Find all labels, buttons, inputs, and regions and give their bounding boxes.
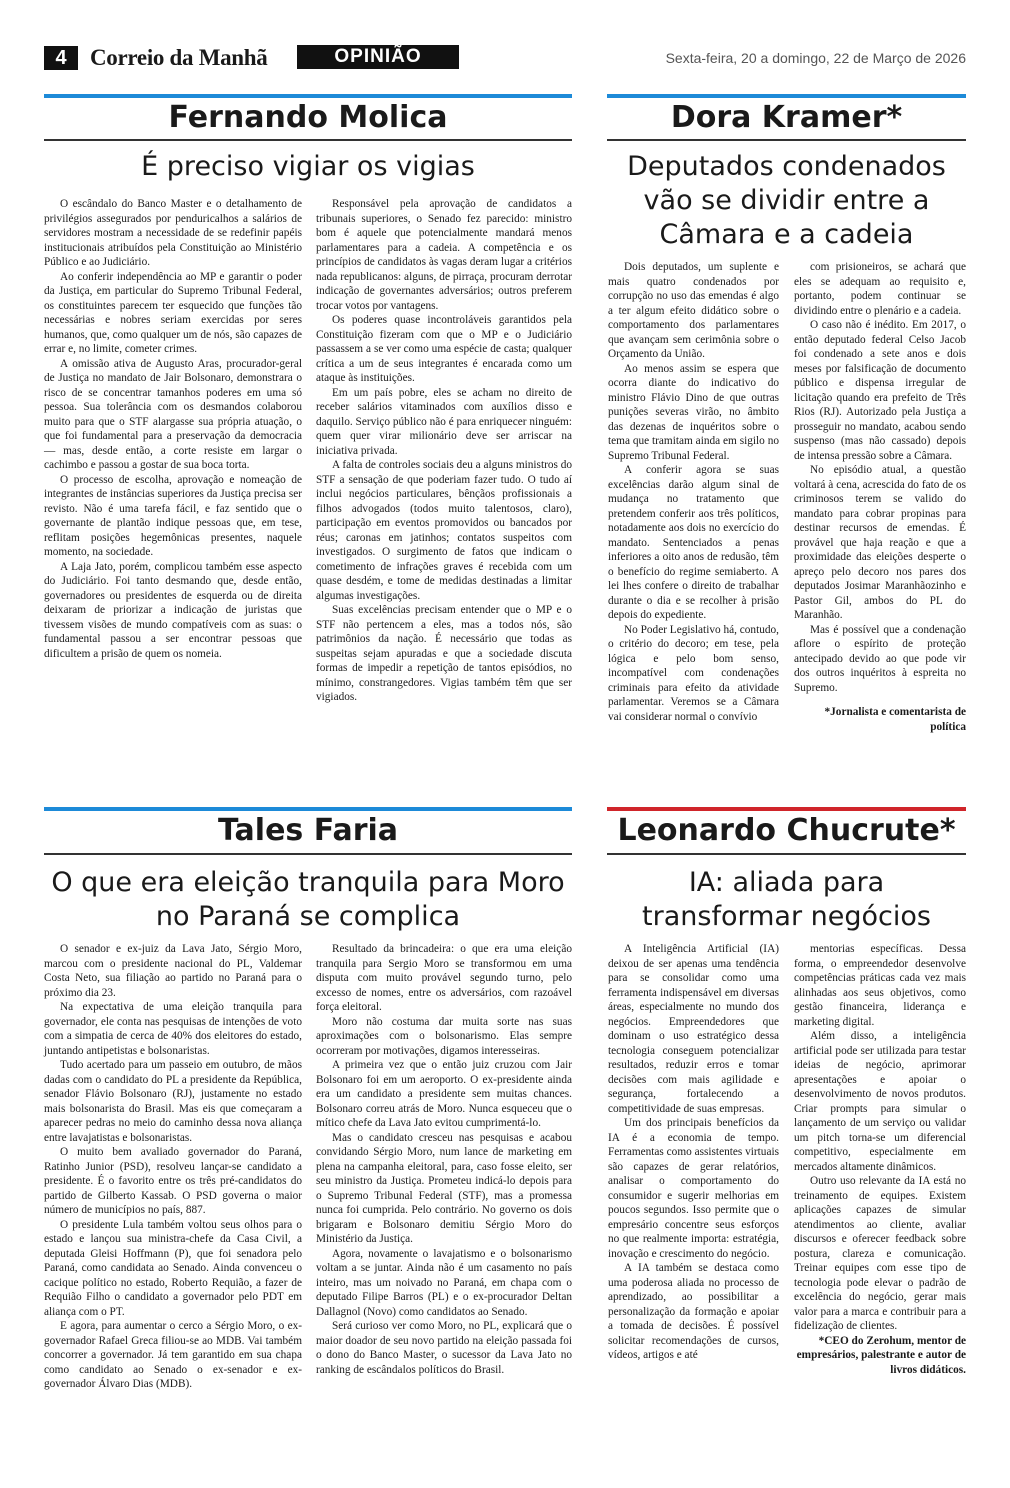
article-column [608, 942, 779, 1363]
author-name: Tales Faria [217, 813, 399, 848]
paragraph: O muito bem avaliado governador do Paraná, Ratinho Junior (PSD), resolveu lançar-se candidato a presidente. É o favorito entre os três pré-candidatos do partido de Gilberto Kassab. O PSD governa o maior número de municípios no país, 887. [44, 1146, 302, 1216]
page-header [44, 44, 966, 70]
paragraph: com prisioneiros, se achará que eles se adequam ao requisito e, portanto, podem continuar se dividindo entre o plenário e a cadeia. [794, 261, 966, 317]
paragraph: Outro uso relevante da IA está no treinamento de equipes. Existem aplicações capazes de simular atendimentos ao cliente, avaliar discursos e oferecer feedback sobre postura, clareza e comunicação. Treinar equipes com esse tipo de tecnologia pode elevar o padrão de excelência do negócio, gerar mais valor para a marca e contribuir para a fidelização de clientes. [794, 1175, 966, 1332]
article-column [794, 942, 966, 1377]
paragraph: Um dos principais benefícios da IA é a economia de tempo. Ferramentas como assistentes virtuais são capazes de gerar relatórios, analisar o comportamento do consumidor e sugerir melhorias em poucos segundos. Isso permite que o empresário concentre seus esforços no que realmente importa: estratégia, inovação e crescimento do negócio. [608, 1117, 779, 1260]
paragraph: Tudo acertado para um passeio em outubro, de mãos dadas com o candidato do PL a presidente da República, senador Flávio Bolsonaro (RJ), justamente no estado mais bolsonarista do Brasil. Mas eis que começaram a aparecer pedras no meio do caminho dessa nova aliança entre lavajatistas e bolsonaristas. [44, 1059, 302, 1144]
paragraph: Mas é possível que a condenação aflore o espírito de proteção antecipado devido ao que pode vir dos outros inquéritos à espreita no Supremo. [794, 623, 966, 694]
page-number: 4 [44, 46, 78, 70]
author-bar [607, 94, 966, 98]
paragraph: O escândalo do Banco Master e o detalhamento de privilégios assegurados por penduricalhos a salários de servidores mostram a necessidade de se redefinir papéis institucionais atribuídos pela Constituição ao Ministério Público e ao Judiciário. [44, 198, 302, 268]
article-column [794, 260, 966, 734]
article-headline: Deputados condenados vão se dividir entre a Câmara e a cadeia [627, 151, 946, 250]
paragraph: A omissão ativa de Augusto Aras, procurador-geral de Justiça no mandato de Jair Bolsonaro, demonstrara o risco de se concentrar tamanhos poderes em uma só pessoa. Sua tolerância com os desmandos colaborou muito para que o STF alargasse sua própria atuação, o que foi fundamental para a preservação da democracia — mas, desde então, a corte resiste em largar o cachimbo e passou a gostar de sua boca torta. [44, 357, 302, 471]
author-bar [44, 807, 572, 811]
article-column [44, 197, 302, 661]
paragraph: O presidente Lula também voltou seus olhos para o estado e lançou sua ministra-chefe da Casa Civil, a deputada Gleisi Hoffmann (P), que foi senadora pelo Paraná, como candidata ao Senado. Ainda convenceu o cacique político no estado, Roberto Requião, a fazer de Requião Filho o candidato a governador pelo PDT em aliança com o PT. [44, 1218, 302, 1318]
paragraph: O senador e ex-juiz da Lava Jato, Sérgio Moro, marcou com o presidente nacional do PL, Valdemar Costa Neto, sua filiação ao partido no Paraná para o próximo dia 23. [44, 943, 302, 999]
paragraph: A conferir agora se suas excelências darão algum sinal de mudança no tratamento que pretendem conferir aos três políticos, notadamente aos dois no exercício do mandato. Sentenciados a penas inferiores a oito anos de redusão, têm o benefício do regime semiaberto. A lei lhes confere o direito de trabalhar durante o dia e se recolher à prisão depois do expediente. [608, 464, 779, 621]
paragraph: Resultado da brincadeira: o que era uma eleição tranquila para Sergio Moro se transformou em uma disputa com muito provável segundo turno, pelo excesso de nomes, entre os adversários, com razoável força eleitoral. [316, 943, 572, 1013]
divider [607, 853, 966, 855]
author-name: Fernando Molica [168, 100, 448, 135]
article-column [44, 942, 302, 1392]
section-label: OPINIÃO [297, 45, 459, 69]
author-name: Dora Kramer* [670, 100, 903, 135]
paragraph: Além disso, a inteligência artificial pode ser utilizada para testar ideias de negócio, aprimorar apresentações e apoiar o desenvolvimento de novos produtos. Criar prompts para simular o lançamento de um serviço ou validar um pitch torna-se um diferencial competitivo, especialmente em mercados altamente dinâmicos. [794, 1030, 966, 1173]
paragraph: mentorias específicas. Dessa forma, o empreendedor desenvolve competências práticas cada vez mais alinhadas aos seus objetivos, como gestão financeira, liderança e marketing digital. [794, 943, 966, 1028]
article-headline: É preciso vigiar os vigias [141, 151, 475, 182]
paragraph: A primeira vez que o então juiz cruzou com Jair Bolsonaro foi em um aeroporto. O ex-presidente ainda era um candidato a presidente sem muitas chances. Bolsonaro correu atrás de Moro. Nunca esqueceu que o mítico chefe da Lava Jato evitou cumprimentá-lo. [316, 1059, 572, 1129]
divider [44, 853, 572, 855]
paragraph: Na expectativa de uma eleição tranquila para governador, ele conta nas pesquisas de intenções de voto com a simpatia de cerca de 40% dos eleitores do estado, juntando antipetistas e bolsonaristas. [44, 1001, 302, 1057]
paragraph: A Laja Jato, porém, complicou também esse aspecto do Judiciário. Foi tanto desmando que, desde então, governadores ou presidentes de esquerda ou de direita deixaram de priorizar a indicação de juristas que tivessem visões de mundo compatíveis com as suas: o fundamental passou a ser encontrar pessoas que dificultem a prisão de quem os nomeia. [44, 560, 302, 660]
article-column [316, 942, 572, 1377]
divider [44, 139, 572, 141]
edition-date: Sexta-feira, 20 a domingo, 22 de Março de 2026 [665, 50, 966, 66]
paragraph: E agora, para aumentar o cerco a Sérgio Moro, o ex-governador Rafael Greca filiou-se ao MDB. Vai também concorrer a governador. Já tem garantido em sua chapa como candidato ao Senado o ex-senador e ex-governador Álvaro Dias (MDB). [44, 1320, 302, 1390]
author-bar [44, 94, 572, 98]
paragraph: Mas o candidato cresceu nas pesquisas e acabou convidando Sérgio Moro, num lance de marketing em plena na campanha eleitoral, para, caso fosse eleito, ser seu ministro da Justiça. Prometeu indicá-lo depois para o Supremo Tribunal Federal (STF), mas a promessa nunca foi cumprida. Pelo contrário. No governo os dois brigaram e Bolsonaro demitiu Sérgio Moro do Ministério da Justiça. [316, 1131, 572, 1245]
paragraph: Agora, novamente o lavajatismo e o bolsonarismo voltam a se juntar. Ainda não é um casamento no país inteiro, mas um noivado no Paraná, em chapa com o deputado Filipe Barros (PL) e o ex-procurador Deltan Dallagnol (Novo) como candidatos ao Senado. [316, 1247, 572, 1318]
paragraph: Será curioso ver como Moro, no PL, explicará que o maior doador de seu novo partido na eleição passada foi o dono do Banco Master, o sucessor da Lava Jato no ranking de escândalos políticos do Brasil. [316, 1320, 572, 1376]
paragraph: O caso não é inédito. Em 2017, o então deputado federal Celso Jacob foi condenado a sete anos e dois meses por falsificação de documento público e dispensa irregular de licitação quando era prefeito de Três Rios (RJ). Autorizado pela Justiça a prosseguir no mandato, acabou sendo suspenso (mas não cassado) depois de intensa pressão sobre a Câmara. [794, 319, 966, 462]
paragraph: A Inteligência Artificial (IA) deixou de ser apenas uma tendência para se consolidar como uma ferramenta indispensável em diversas áreas, especialmente no mundo dos negócios. Empreendedores que dominam o uso estratégico dessa tecnologia conseguem potencializar resultados, reduzir erros e tomar decisões com mais agilidade e segurança, fortalecendo a competitividade de suas empresas. [608, 943, 779, 1115]
author-name: Leonardo Chucrute* [617, 813, 956, 848]
paragraph: Dois deputados, um suplente e mais quatro condenados por corrupção no uso das emendas é algo a ter algum efeito didático sobre o comportamento dos parlamentares que avançam sem cerimônia sobre o Orçamento da União. [608, 261, 779, 360]
paragraph: Ao menos assim se espera que ocorra diante do indicativo do ministro Flávio Dino de que outras punições severas virão, no âmbito das dezenas de inquéritos sobre o tema que tramitam ainda em sigilo no Supremo Tribunal Federal. [608, 362, 779, 462]
author-bar [607, 807, 966, 811]
paragraph: Moro não costuma dar muita sorte nas suas aproximações com o bolsonarismo. Elas sempre ocorreram por motivações, digamos interesseiras. [316, 1015, 572, 1057]
paragraph: Suas excelências precisam entender que o MP e o STF não pertencem a eles, mas a todos nós, são patrimônios da nação. É necessário que todas as suspeitas sejam apuradas e que a sociedade discuta formas de impedir a repetição de tantos episódios, no mínimo, constrangedores. Vigias também têm que ser vigiados. [316, 604, 572, 703]
article-column [316, 197, 572, 705]
paragraph: Os poderes quase incontroláveis garantidos pela Constituição fizeram com que o MP e o Judiciário passassem a se ver como uma espécie de casta; qualquer crítica a um de seus integrantes é encarada como um ataque às instituições. [316, 314, 572, 384]
article-headline: O que era eleição tranquila para Moro no Paraná se complica [51, 867, 565, 932]
paragraph: Ao conferir independência ao MP e garantir o poder da Justiça, em particular do Supremo Tribunal Federal, os constituintes parecem ter esquecido que funções tão necessárias e nobres seriam exercidas por seres humanos, que, como qualquer um de nós, são capazes de errar e, no limite, cometer crimes. [44, 270, 302, 355]
paragraph: Responsável pela aprovação de candidatos a tribunais superiores, o Senado fez parecido: ministro bom é aquele que potencialmente mandará menos parlamentares para a cadeia. A competência e os princípios de candidatos às vagas deram lugar a critérios nada republicanos: alguns, de pirraça, procuram derrotar indicação de governantes adversários; outros preferem trocar votos por vantagens. [316, 198, 572, 312]
paragraph: No episódio atual, a questão voltará à cena, acrescida do fato de os criminosos terem se valido do mandato para cobrar propinas para destinar recursos de emendas. É provável que haja reação e que a proximidade das eleições desperte o apreço pelo decoro nos pares dos deputados Josimar Maranhãozinho e Pastor Gil, ambos do PL do Maranhão. [794, 464, 966, 621]
author-note: *Jornalista e comentarista de política [824, 706, 966, 733]
paragraph: No Poder Legislativo há, contudo, o critério do decoro; em tese, pela lógica e pelo bom senso, incompatível com condenações criminais para efeito da atividade parlamentar. Veremos se a Câmara vai considerar normal o convívio [608, 623, 779, 723]
paragraph: Em um país pobre, eles se acham no direito de receber salários vitaminados com auxílios disso e daquilo. Serviço público não é para enriquecer ninguém: quem quer virar milionário deve ser arriscar na iniciativa privada. [316, 386, 572, 457]
divider [607, 139, 966, 141]
paragraph: A falta de controles sociais deu a alguns ministros do STF a sensação de que poderiam fazer tudo. O tudo aí inclui negócios particulares, bênçãos profissionais a filhos advogados (todos muito talentosos, claro), participação em eventos promovidos ou bancados por réus; caronas em jatinhos; contatos suspeitos com investigados. O surgimento de fatos que indicam o cometimento de infrações graves é recebida com um quase desdém, e tome de medidas destinadas a limitar algumas investigações. [316, 459, 573, 602]
paragraph: A IA também se destaca como uma poderosa aliada no processo de aprendizado, ao possibilitar a personalização da formação e apoiar a tomada de decisões. É possível solicitar recomendações de cursos, vídeos, artigos e até [608, 1262, 779, 1361]
author-note: *CEO do Zerohum, mentor de empresários, palestrante e autor de livros didáticos. [796, 1334, 966, 1376]
paragraph: O processo de escolha, aprovação e nomeação de integrantes de instâncias superiores da Justiça precisa ser revisto. Não é uma tarefa fácil, e faz sentido que o governante de plantão indique pessoas que, em tese, reflitam posições hegemônicas presentes, naquele momento, na sociedade. [44, 473, 302, 558]
newspaper-name: Correio da Manhã [90, 45, 268, 70]
article-column [608, 260, 779, 724]
article-headline: IA: aliada para transformar negócios [642, 867, 931, 932]
